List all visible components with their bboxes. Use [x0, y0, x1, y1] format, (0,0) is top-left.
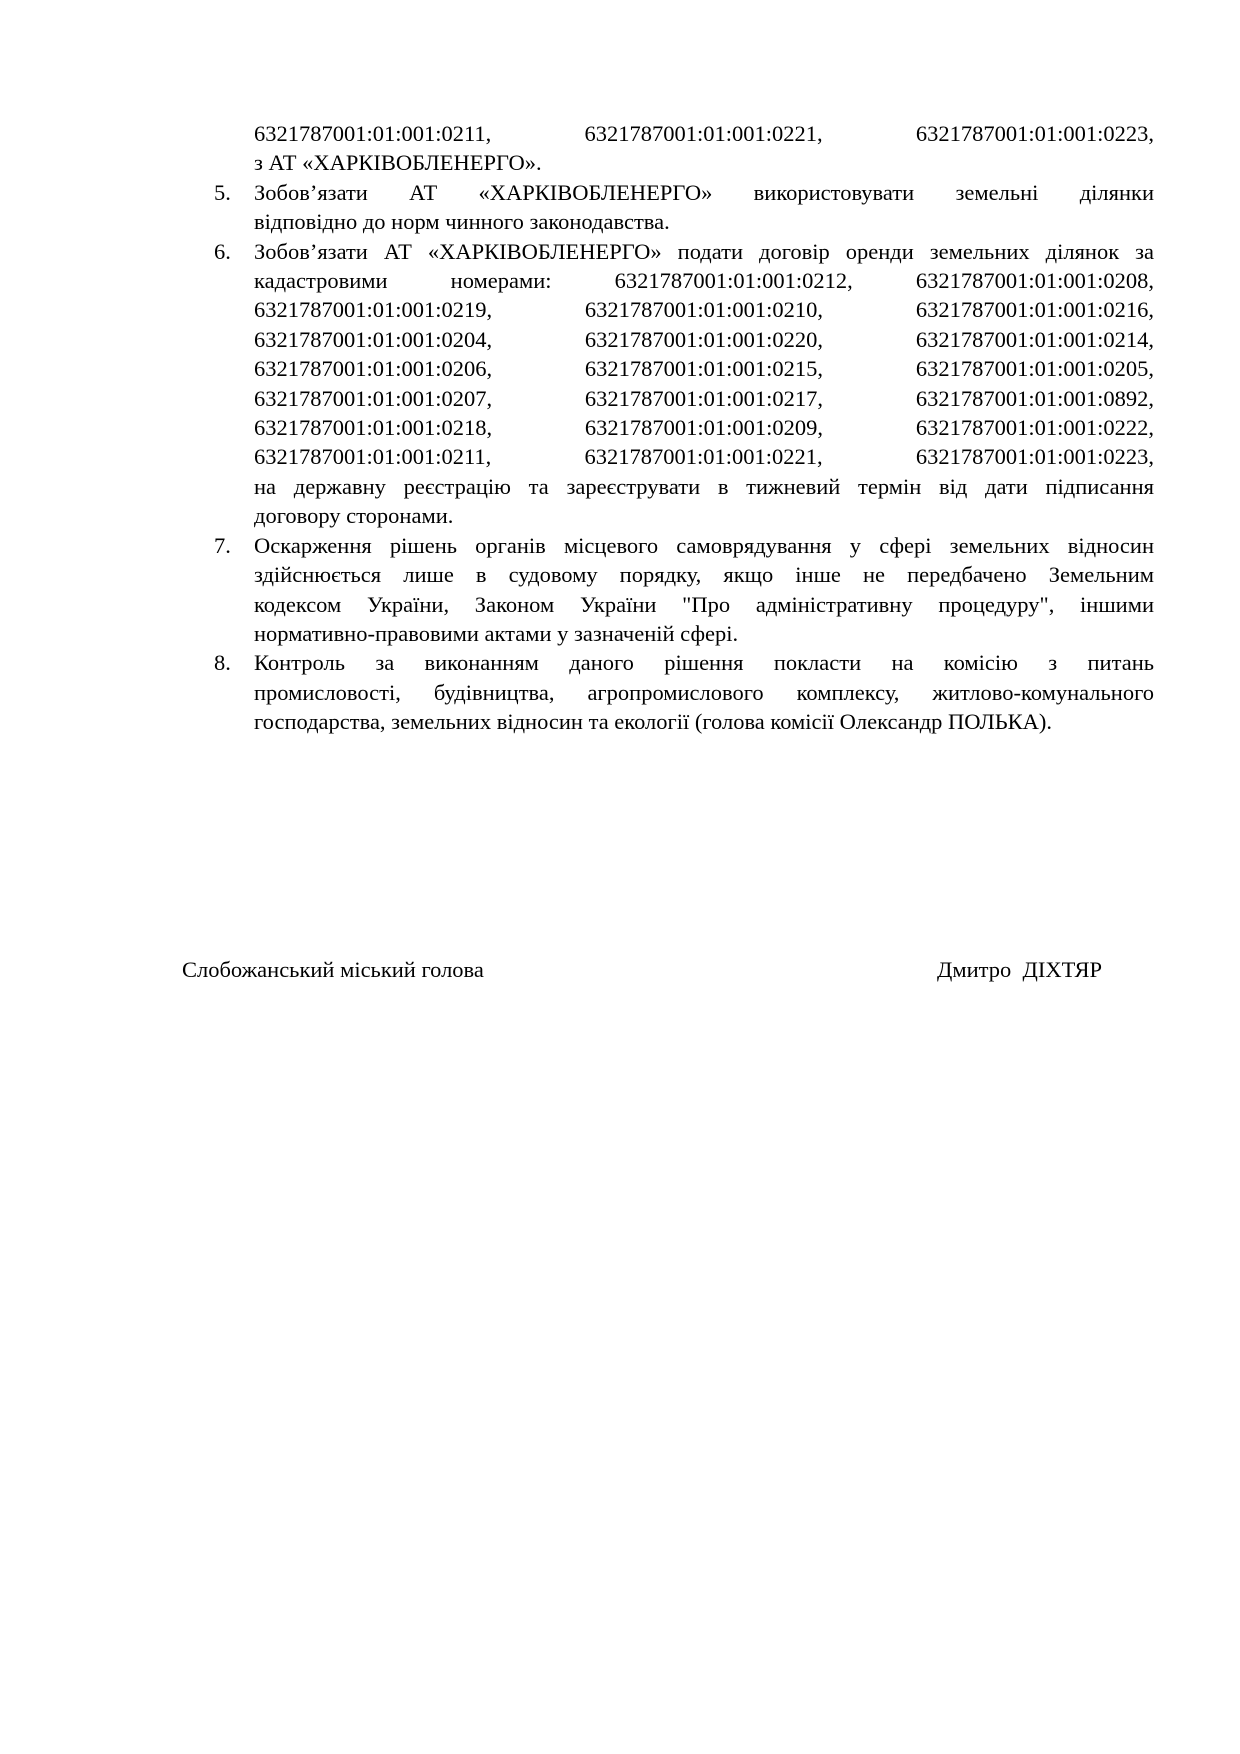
text-line: Контроль за виконанням даного рішення покласти на комісію з питань: [254, 650, 1154, 676]
signatory-position: Слобожанський міський голова: [182, 957, 484, 982]
text-line: Зобов’язати АТ «ХАРКІВОБЛЕНЕРГО» подати договір оренди земельних ділянок за: [254, 238, 1154, 264]
text-line: Оскарження рішень органів місцевого самоврядування у сфері земельних відносин: [254, 532, 1154, 558]
item-number: 6.: [214, 238, 231, 264]
item-number: 8.: [214, 650, 231, 676]
text-line: 6321787001:01:001:0211, 6321787001:01:001:0221, 6321787001:01:001:0223,: [254, 444, 1154, 470]
text-line: з АТ «ХАРКІВОБЛЕНЕРГО».: [254, 150, 542, 176]
list-item-6: [214, 237, 1154, 531]
text-line: відповідно до норм чинного законодавства.: [254, 209, 670, 235]
document-body: [214, 119, 1154, 737]
text-line: кодексом України, Законом України "Про адміністративну процедуру", іншими: [254, 591, 1154, 617]
text-line: промисловості, будівництва, агропромислового комплексу, житлово-комунального: [254, 679, 1154, 705]
item-number: 5.: [214, 179, 231, 205]
text-line: кадастровими номерами: 6321787001:01:001:0212, 6321787001:01:001:0208,: [254, 268, 1154, 294]
signatory-name: Дмитро ДІХТЯР: [937, 957, 1102, 982]
text-line: 6321787001:01:001:0211, 6321787001:01:001:0221, 6321787001:01:001:0223,: [254, 121, 1154, 146]
text-line: нормативно-правовими актами у зазначеній сфері.: [254, 620, 739, 646]
continuation-paragraph: [214, 119, 1154, 178]
text-line: 6321787001:01:001:0204, 6321787001:01:001:0220, 6321787001:01:001:0214,: [254, 326, 1154, 352]
text-line: здійснюється лише в судовому порядку, якщо інше не передбачено Земельним: [254, 562, 1154, 588]
list-item-5: [214, 178, 1154, 237]
text-line: 6321787001:01:001:0219, 6321787001:01:001:0210, 6321787001:01:001:0216,: [254, 297, 1154, 323]
text-line: договору сторонами.: [254, 503, 454, 529]
text-line: господарства, земельних відносин та екології (голова комісії Олександр ПОЛЬКА).: [254, 709, 1052, 735]
text-line: Зобов’язати АТ «ХАРКІВОБЛЕНЕРГО» використовувати земельні ділянки: [254, 179, 1154, 205]
list-item-8: [214, 648, 1154, 736]
text-line: 6321787001:01:001:0218, 6321787001:01:001:0209, 6321787001:01:001:0222,: [254, 415, 1154, 441]
text-line: на державну реєстрацію та зареєструвати в тижневий термін від дати підписання: [254, 473, 1154, 499]
list-item-7: [214, 531, 1154, 649]
text-line: 6321787001:01:001:0206, 6321787001:01:001:0215, 6321787001:01:001:0205,: [254, 356, 1154, 382]
text-line: 6321787001:01:001:0207, 6321787001:01:001:0217, 6321787001:01:001:0892,: [254, 385, 1154, 411]
item-number: 7.: [214, 532, 231, 558]
